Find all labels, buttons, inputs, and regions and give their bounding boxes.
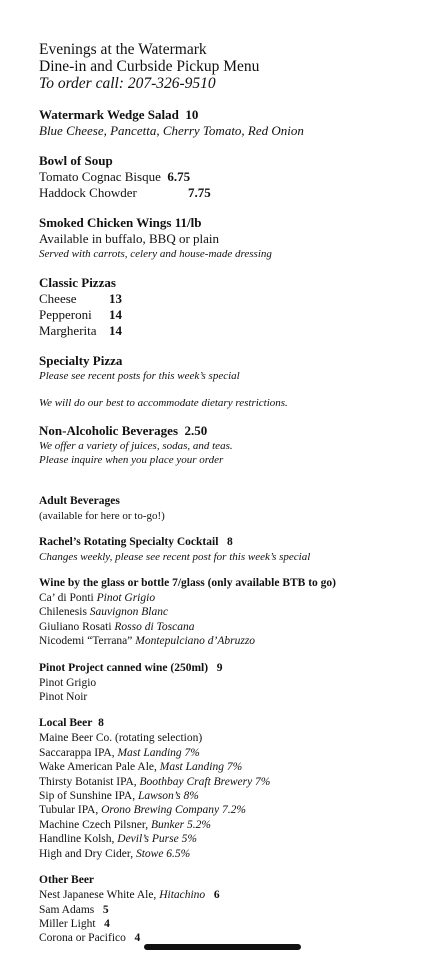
wine-item: Chilenesis Sauvignon Blanc: [39, 606, 169, 619]
beer-item: Handline Kolsh, Devil’s Purse 5%: [39, 833, 197, 846]
wine-item: Nicodemi “Terrana” Montepulciano d’Abruzzo: [39, 635, 256, 648]
adult-section: [39, 494, 434, 523]
otherbeer-title: Other Beer: [39, 874, 95, 887]
adult-title: Adult Beverages: [39, 495, 120, 507]
wings-note: Served with carrots, celery and house-made dressing: [39, 248, 272, 260]
beer-item: High and Dry Cider, Stowe 6.5%: [39, 847, 191, 860]
beer-item: Miller Light 4: [39, 917, 110, 930]
beer-item: Thirsty Botanist IPA, Boothbay Craft Brewery 7%: [39, 775, 271, 788]
canned-item: Pinot Grigio: [39, 676, 97, 689]
nonalc-title: Non-Alcoholic Beverages: [39, 423, 179, 438]
beer-item: Wake American Pale Ale, Mast Landing 7%: [39, 761, 243, 774]
nonalc-note: We offer a variety of juices, sodas, and teas.: [39, 440, 233, 452]
pizza-item: Margherita 14: [39, 323, 122, 338]
cocktail-price: 8: [227, 536, 233, 548]
soup-item: Haddock Chowder 7.75: [39, 185, 211, 200]
menu-page: [39, 41, 434, 946]
localbeer-title: Local Beer: [39, 717, 93, 730]
specialty-note: Please see recent posts for this week’s special: [39, 370, 240, 382]
order-phone: To order call: 207-326-9510: [39, 75, 216, 92]
home-indicator[interactable]: [144, 944, 301, 950]
cocktail-title: Rachel’s Rotating Specialty Cocktail: [39, 536, 219, 548]
wings-section: [39, 214, 434, 261]
nonalc-section: [39, 422, 434, 467]
localbeer-section: [39, 716, 434, 861]
canned-section: [39, 661, 434, 705]
specialty-title: Specialty Pizza: [39, 353, 123, 368]
pizza-item: Pepperoni 14: [39, 307, 122, 322]
specialty-section: [39, 352, 434, 410]
pizza-item: Cheese 13: [39, 291, 122, 306]
canned-title: Pinot Project canned wine (250ml): [39, 661, 209, 674]
salad-price: 10: [185, 107, 199, 122]
cocktail-note: Changes weekly, please see recent post for this week’s special: [39, 551, 311, 563]
beer-item: Corona or Pacifico 4: [39, 932, 141, 945]
wings-title: Smoked Chicken Wings 11/lb: [39, 215, 202, 230]
soup-item: Tomato Cognac Bisque 6.75: [39, 169, 191, 184]
wings-desc: Available in buffalo, BBQ or plain: [39, 231, 220, 246]
wine-item: Giuliano Rosati Rosso di Toscana: [39, 620, 195, 633]
beer-item: Sip of Sunshine IPA, Lawson’s 8%: [39, 790, 199, 803]
salad-section: [39, 106, 434, 139]
canned-item: Pinot Noir: [39, 691, 88, 704]
beer-item: Machine Czech Pilsner, Bunker 5.2%: [39, 818, 211, 831]
wine-title: Wine by the glass or bottle 7/glass (only available BTB to go): [39, 577, 337, 589]
nonalc-price: 2.50: [184, 423, 208, 438]
cocktail-section: [39, 535, 434, 564]
beer-item: Tubular IPA, Orono Brewing Company 7.2%: [39, 804, 246, 817]
pizza-title: Classic Pizzas: [39, 275, 116, 290]
localbeer-price: 8: [98, 717, 104, 730]
adult-sub: (available for here or to-go!): [39, 510, 165, 522]
nonalc-note: Please inquire when you place your order: [39, 454, 224, 466]
wine-section: [39, 576, 434, 649]
menu-title: Evenings at the Watermark: [39, 41, 207, 58]
canned-price: 9: [216, 661, 223, 674]
wine-item: Ca’ di Ponti Pinot Grigio: [39, 592, 156, 604]
beer-item: Saccarappa IPA, Mast Landing 7%: [39, 746, 200, 759]
beer-item: Sam Adams 5: [39, 903, 109, 916]
menu-subtitle: Dine-in and Curbside Pickup Menu: [39, 58, 260, 75]
soup-section: [39, 152, 434, 201]
beer-item: Maine Beer Co. (rotating selection): [39, 732, 203, 745]
beer-item: Nest Japanese White Ale, Hitachino 6: [39, 889, 220, 902]
salad-title: Watermark Wedge Salad: [39, 107, 179, 122]
otherbeer-section: [39, 873, 434, 946]
pizza-section: [39, 274, 434, 339]
soup-title: Bowl of Soup: [39, 153, 113, 168]
menu-header: [39, 41, 434, 92]
salad-desc: Blue Cheese, Pancetta, Cherry Tomato, Red Onion: [39, 123, 304, 138]
dietary-note: We will do our best to accommodate dietary restrictions.: [39, 397, 288, 409]
